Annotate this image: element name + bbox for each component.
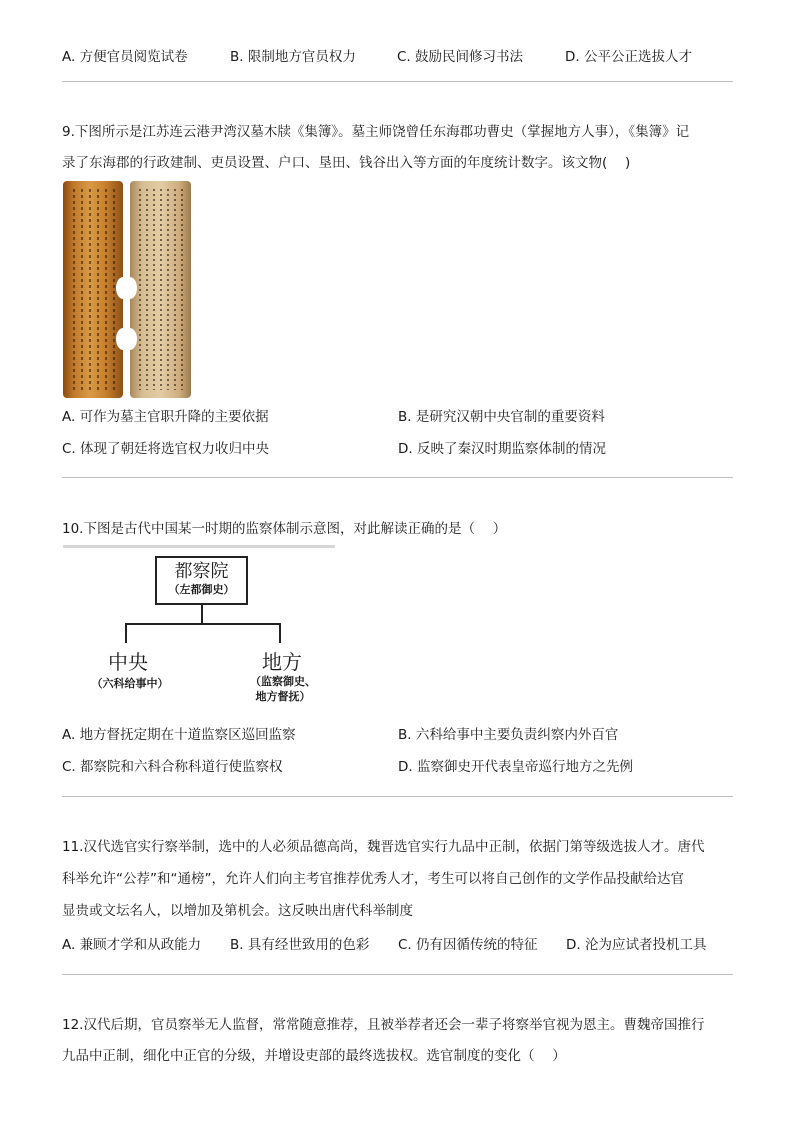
diagram-left-title: 中央 bbox=[108, 650, 148, 674]
q10-option-d[interactable]: D. 监察御史开代表皇帝巡行地方之先例 bbox=[398, 759, 633, 775]
q9-option-a[interactable]: A. 可作为墓主官职升降的主要依据 bbox=[62, 409, 269, 425]
q9-option-c[interactable]: C. 体现了朝廷将选官权力收归中央 bbox=[62, 441, 270, 457]
divider bbox=[62, 974, 733, 975]
diagram-right-title: 地方 bbox=[262, 650, 302, 674]
q11-option-d[interactable]: D. 沦为应试者投机工具 bbox=[566, 937, 707, 953]
diagram-right-sub1: （监察御史、 bbox=[250, 675, 316, 688]
q12-stem-line1: 12.汉代后期，官员察举无人监督，常常随意推荐，且被举荐者还会一辈子将察举官视为恩主。曹魏帝国推行 bbox=[62, 1017, 705, 1033]
q11-option-b[interactable]: B. 具有经世致用的色彩 bbox=[230, 937, 370, 953]
q10-option-a[interactable]: A. 地方督抚定期在十道监察区巡回监察 bbox=[62, 727, 296, 743]
q9-stem-line1: 9.下图所示是江苏连云港尹湾汉墓木牍《集簿》。墓主师饶曾任东海郡功曹史（掌握地方人事），《集簿》记 bbox=[62, 124, 690, 140]
divider bbox=[62, 796, 733, 797]
q11-stem-line1: 11.汉代选官实行察举制，选中的人必须品德高尚，魏晋选官实行九品中正制，依据门第等级选拔人才。唐代 bbox=[62, 839, 705, 855]
q11-stem-line2: 科举允许“公荐”和“通榜”，允许人们向主考官推荐优秀人才，考生可以将自己创作的文学作品投献给达官 bbox=[62, 871, 684, 887]
q12-stem-line2: 九品中正制，细化中正官的分级，并增设吏部的最终选拔权。选官制度的变化（ ） bbox=[62, 1048, 566, 1064]
q8-option-c[interactable]: C. 鼓励民间修习书法 bbox=[397, 49, 524, 65]
q9-option-b[interactable]: B. 是研究汉朝中央官制的重要资料 bbox=[398, 409, 605, 425]
q11-stem-line3: 显贵或文坛名人，以增加及第机会。这反映出唐代科举制度 bbox=[62, 903, 413, 919]
q8-option-b[interactable]: B. 限制地方官员权力 bbox=[230, 49, 356, 65]
q8-option-a[interactable]: A. 方便官员阅览试卷 bbox=[62, 49, 188, 65]
q8-option-d[interactable]: D. 公平公正选拔人才 bbox=[565, 49, 692, 65]
diagram-left-sub: （六科给事中） bbox=[91, 677, 169, 690]
q11-option-c[interactable]: C. 仍有因循传统的特征 bbox=[398, 937, 538, 953]
diagram-top-title: 都察院 bbox=[174, 561, 229, 582]
q9-option-d[interactable]: D. 反映了秦汉时期监察体制的情况 bbox=[398, 441, 606, 457]
q11-option-a[interactable]: A. 兼顾才学和从政能力 bbox=[62, 937, 202, 953]
diagram-right-sub2: 地方督抚） bbox=[255, 690, 311, 703]
q10-option-b[interactable]: B. 六科给事中主要负责纠察内外百官 bbox=[398, 727, 619, 743]
q9-stem-line2: 录了东海郡的行政建制、吏员设置、户口、垦田、钱谷出入等方面的年度统计数字。该文物( ) bbox=[62, 155, 631, 171]
q10-option-c[interactable]: C. 都察院和六科合称科道行使监察权 bbox=[62, 759, 283, 775]
q10-stem: 10.下图是古代中国某一时期的监察体制示意图，对此解读正确的是（ ） bbox=[62, 521, 507, 537]
diagram-top-sub: （左都御史） bbox=[168, 583, 235, 596]
